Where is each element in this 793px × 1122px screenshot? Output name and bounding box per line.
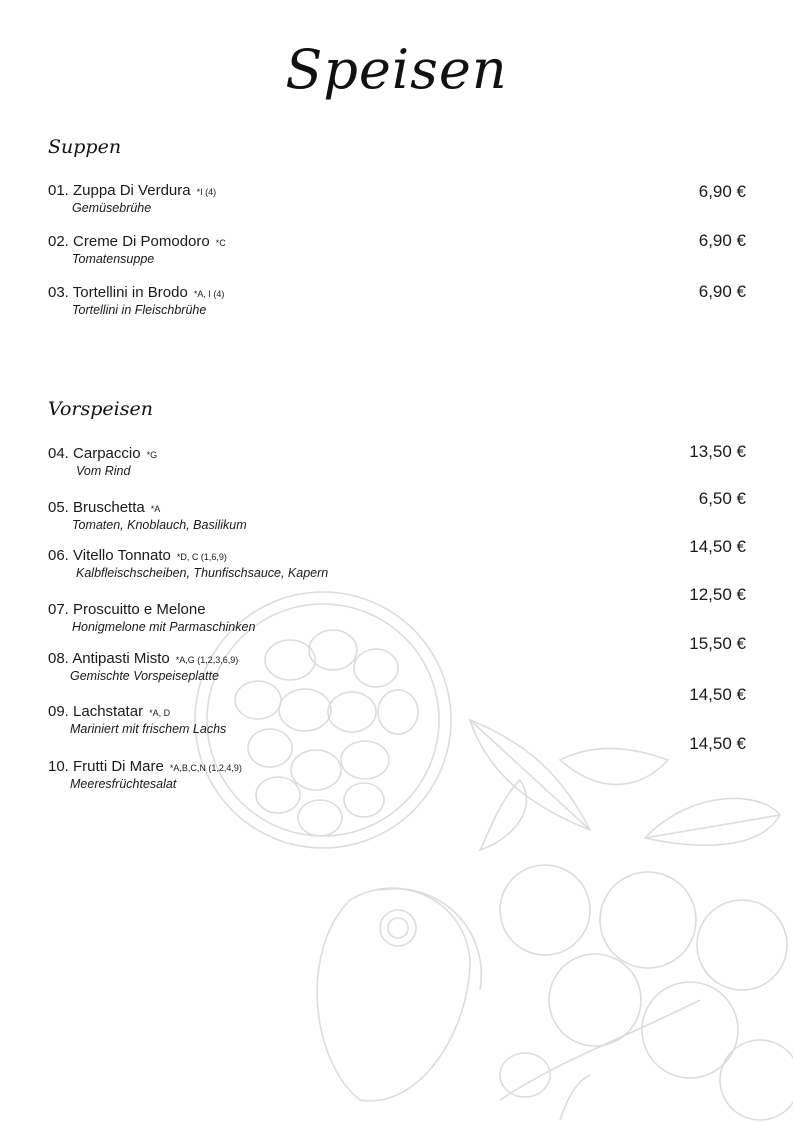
item-price: 15,50 € <box>689 634 746 653</box>
item-price: 14,50 € <box>689 685 746 704</box>
menu-item <box>48 489 748 539</box>
item-price: 6,90 € <box>698 231 746 250</box>
item-description: Gemüsebrühe <box>72 201 152 215</box>
spinach-leaf-illustration <box>645 798 780 845</box>
item-allergens: *I (4) <box>196 187 217 197</box>
item-allergens: *C <box>215 238 226 248</box>
item-allergens: *A, D <box>149 708 171 718</box>
menu-item <box>48 685 748 743</box>
item-price: 14,50 € <box>689 537 746 556</box>
menu-item <box>48 442 748 485</box>
item-price: 13,50 € <box>689 442 746 461</box>
item-name: 02. Creme Di Pomodoro *C <box>48 233 226 250</box>
item-description: Tomatensuppe <box>72 252 155 266</box>
item-description: Gemischte Vorspeiseplatte <box>70 669 219 683</box>
item-name: 03. Tortellini in Brodo *A, I (4) <box>48 284 225 301</box>
item-name: 05. Bruschetta *A <box>48 499 161 516</box>
page-title: Speisen <box>285 38 508 101</box>
item-allergens: *A,B,C,N (1,2,4,9) <box>169 763 242 773</box>
item-name: 10. Frutti Di Mare *A,B,C,N (1,2,4,9) <box>48 758 242 775</box>
item-price: 6,90 € <box>698 182 746 201</box>
item-description: Mariniert mit frischem Lachs <box>70 722 227 736</box>
item-name: 09. Lachstatar *A, D <box>48 703 171 720</box>
item-description: Honigmelone mit Parmaschinken <box>72 620 256 634</box>
menu-item <box>48 585 748 641</box>
menu-item <box>48 182 748 222</box>
bread-loaf-illustration <box>317 888 481 1101</box>
item-description: Kalbfleischscheiben, Thunfischsauce, Kapern <box>76 566 329 580</box>
item-name: 04. Carpaccio *G <box>48 445 158 462</box>
menu-item <box>48 233 748 273</box>
menu-item <box>48 284 748 324</box>
menu-item <box>48 734 748 798</box>
item-allergens: *G <box>146 450 158 460</box>
item-price: 6,50 € <box>698 489 746 508</box>
item-price: 14,50 € <box>689 734 746 753</box>
item-description: Tomaten, Knoblauch, Basilikum <box>72 518 247 532</box>
item-name: 07. Proscuitto e Melone <box>48 601 206 618</box>
item-allergens: *A, I (4) <box>193 289 225 299</box>
item-name: 01. Zuppa Di Verdura *I (4) <box>48 182 217 199</box>
item-allergens: *A,G (1,2,3,6,9) <box>175 655 239 665</box>
section-title-suppen: Suppen <box>48 136 122 158</box>
item-allergens: *D, C (1,6,9) <box>176 552 227 562</box>
item-name: 06. Vitello Tonnato *D, C (1,6,9) <box>48 547 227 564</box>
item-price: 12,50 € <box>689 585 746 604</box>
item-name: 08. Antipasti Misto *A,G (1,2,3,6,9) <box>48 650 239 667</box>
menu-item <box>48 537 748 587</box>
item-description: Vom Rind <box>76 464 131 478</box>
item-price: 6,90 € <box>698 282 746 301</box>
cherry-tomatoes-illustration <box>500 865 793 1120</box>
menu-item <box>48 634 748 690</box>
item-description: Meeresfrüchtesalat <box>70 777 177 791</box>
item-allergens: *A <box>150 504 161 514</box>
item-description: Tortellini in Fleischbrühe <box>72 303 207 317</box>
section-title-vorspeisen: Vorspeisen <box>48 398 153 420</box>
